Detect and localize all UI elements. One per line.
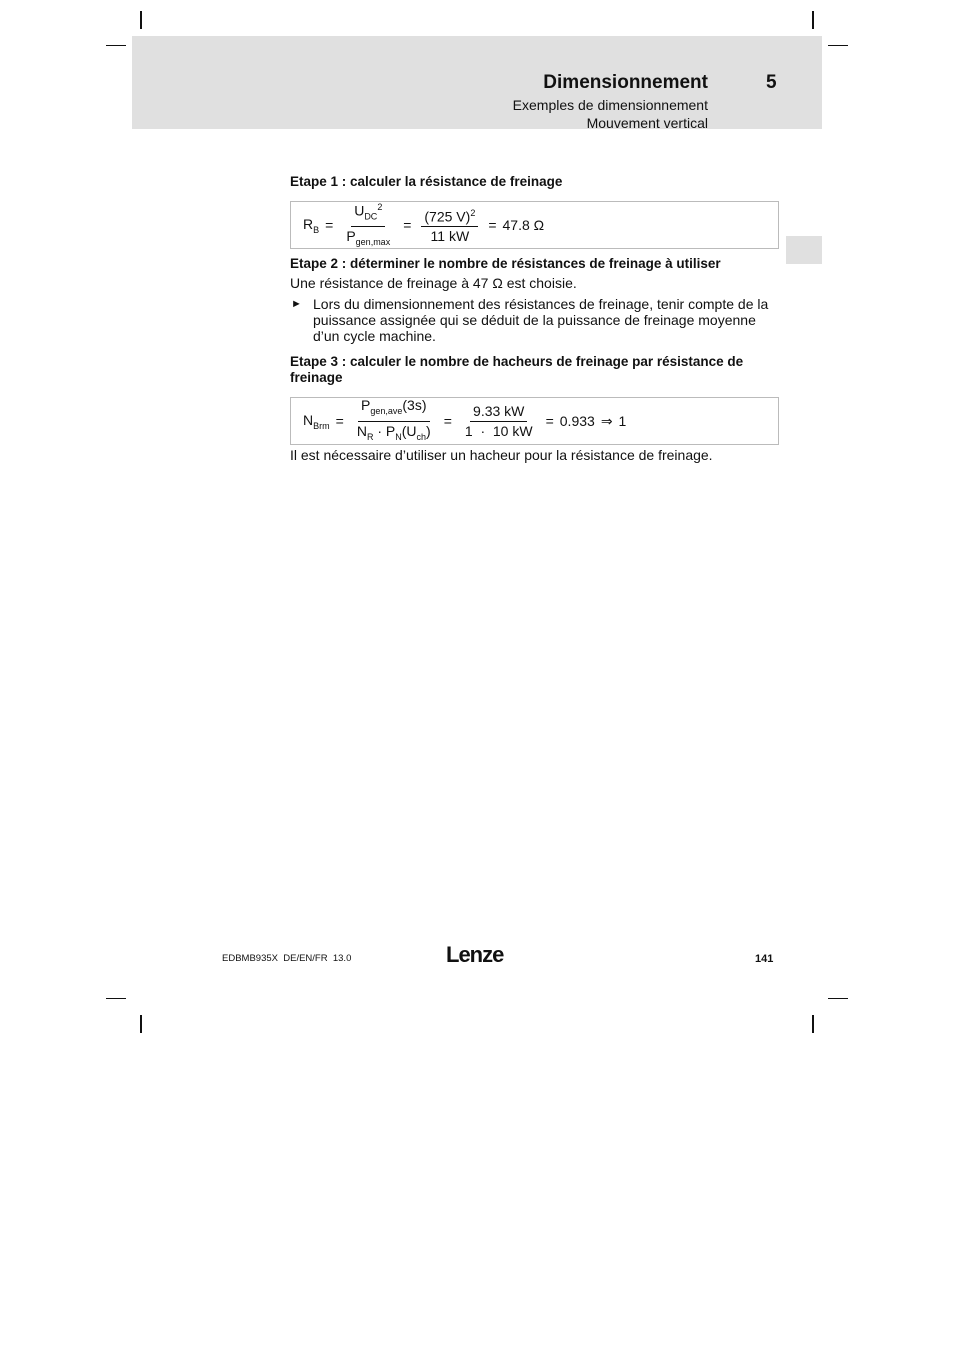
document-id: EDBMB935X DE/EN/FR 13.0 — [222, 953, 352, 964]
formula-fraction: $\frac{P_{gen,ave}(3s)}{N_R \cdot P_N(U_{ch})}$ — [356, 396, 431, 442]
step3-heading: Etape 3 : calculer le nombre de hacheurs de freinage par résistance de freinage — [290, 354, 744, 385]
implies-icon: ⇒ — [600, 412, 613, 429]
step2-heading: Etape 2 : déterminer le nombre de résistances de freinage à utiliser — [290, 256, 721, 271]
chapter-number: 5 — [766, 72, 777, 93]
step3-conclusion: Il est nécessaire d’utiliser un hacheur pour la résistance de freinage. — [290, 447, 713, 463]
step3-formula: $N_{Brm}$ = $\frac{P_{gen,ave}(3s)}{N_R \cdot P_N(U_{ch})}$ = $\frac{9.33 kW}{1 \cdot 10 kW}$ = 0.933 ⇒ 1 — [303, 398, 626, 444]
step1-heading: Etape 1 : calculer la résistance de freinage — [290, 174, 563, 189]
formula-fraction-values: $\frac{9.33 kW}{1 \cdot 10 kW}$ — [464, 402, 533, 439]
chapter-title: Dimensionnement — [543, 72, 708, 93]
subsection-subtitle: Mouvement vertical — [586, 115, 708, 131]
page-number: 141 — [755, 953, 774, 965]
formula-result: 47.8 Ω — [502, 217, 545, 233]
step1-formula: $R_B$ = $\frac{U_{DC}^2}{P_{gen,max}}$ = $\frac{(725 V)^2}{11 kW}$ = 47.8 Ω — [303, 202, 544, 248]
formula-lhs: $R_B$ — [303, 215, 320, 235]
section-subtitle: Exemples de dimensionnement — [512, 97, 708, 113]
header-band — [132, 36, 822, 129]
crop-mark — [812, 11, 814, 29]
formula-final: 1 — [618, 413, 627, 429]
formula-lhs: $N_{Brm}$ — [303, 411, 330, 431]
lenze-logo: Lenze — [446, 942, 504, 967]
crop-mark — [812, 1015, 814, 1033]
crop-mark — [140, 11, 142, 29]
crop-mark — [828, 998, 848, 999]
formula-fraction-values: $\frac{(725 V)^2}{11 kW}$ — [421, 205, 478, 246]
crop-mark — [106, 998, 126, 999]
crop-mark — [828, 45, 848, 46]
step1-formula-box — [290, 201, 779, 249]
crop-mark — [106, 45, 126, 46]
formula-fraction: $\frac{U_{DC}^2}{P_{gen,max}}$ — [343, 199, 393, 251]
bullet-arrow-icon: ► — [291, 298, 302, 310]
step2-text: Une résistance de freinage à 47 Ω est choisie. — [290, 275, 577, 291]
step2-bullet-text: Lors du dimensionnement des résistances de freinage, tenir compte de la puissance assignée qui se déduit de la puissance de freinage moyenne d’un cycle machine. — [313, 296, 769, 344]
step3-formula-box — [290, 397, 779, 445]
formula-result: 0.933 — [559, 413, 595, 429]
chapter-tab-marker — [786, 236, 822, 264]
crop-mark — [140, 1015, 142, 1033]
